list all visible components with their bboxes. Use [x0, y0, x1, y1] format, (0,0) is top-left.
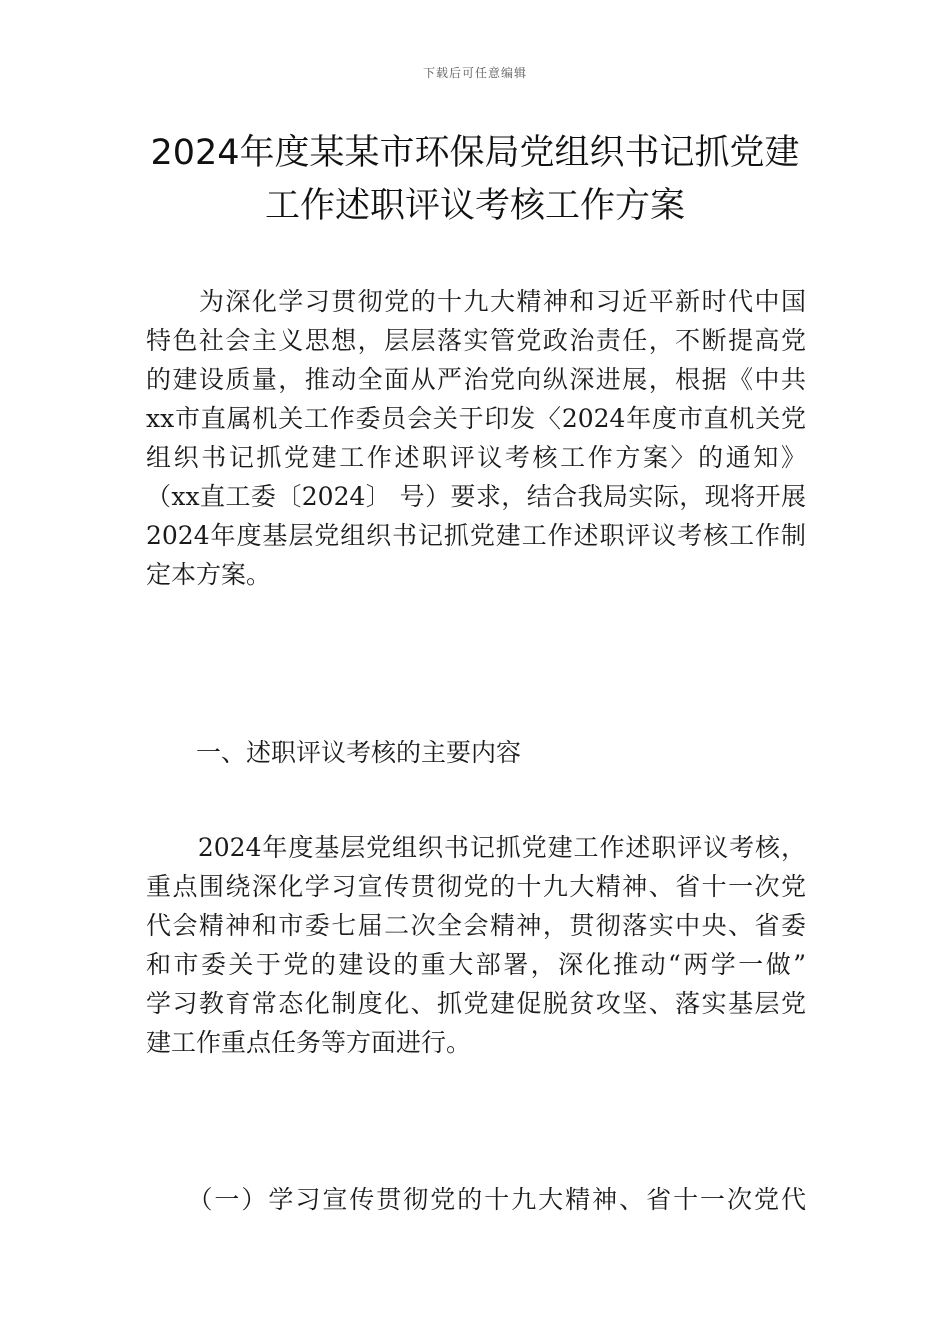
title-line-2: 工作述职评议考核工作方案: [264, 186, 685, 226]
paragraph-line: 组织书记抓党建工作述职评议考核工作方案〉的通知》: [146, 443, 806, 472]
paragraph-line: 学习教育常态化制度化、抓党建促脱贫攻坚、落实基层党: [146, 989, 806, 1018]
paragraph-line: （xx直工委〔2024〕 号）要求，结合我局实际，现将开展: [146, 482, 806, 511]
header-note: 下载后可任意编辑: [422, 66, 527, 80]
paragraph-line: 的建设质量，推动全面从严治党向纵深进展，根据《中共: [146, 365, 806, 394]
section-heading-1: [146, 733, 806, 772]
paragraph-line: 建工作重点任务等方面进行。: [146, 1028, 472, 1057]
paragraph-line: xx市直属机关工作委员会关于印发〈2024年度市直机关党: [146, 404, 806, 433]
paragraph-line: 特色社会主义思想，层层落实管党政治责任，不断提高党: [146, 326, 806, 355]
paragraph-line: 2024年度基层党组织书记抓党建工作述职评议考核工作制: [146, 521, 806, 550]
document-title: [120, 127, 830, 233]
subsection-heading-text: （一）学习宣传贯彻党的十九大精神、省十一次党代: [146, 1185, 806, 1214]
paragraph-line: 为深化学习贯彻党的十九大精神和习近平新时代中国: [146, 287, 806, 316]
paragraph-line: 重点围绕深化学习宣传贯彻党的十九大精神、省十一次党: [146, 872, 806, 901]
subsection-heading-1: [146, 1180, 806, 1219]
paragraph-line: 代会精神和市委七届二次全会精神，贯彻落实中央、省委: [146, 911, 806, 940]
intro-paragraph: [146, 282, 806, 594]
section-heading-text: 一、述职评议考核的主要内容: [146, 738, 522, 767]
content-paragraph: [146, 828, 806, 1062]
paragraph-line: 2024年度基层党组织书记抓党建工作述职评议考核，: [146, 833, 806, 862]
paragraph-line: 和市委关于党的建设的重大部署，深化推动“两学一做”: [146, 950, 806, 979]
paragraph-line: 定本方案。: [146, 560, 272, 589]
title-line-1: 2024年度某某市环保局党组织书记抓党建: [150, 133, 800, 173]
